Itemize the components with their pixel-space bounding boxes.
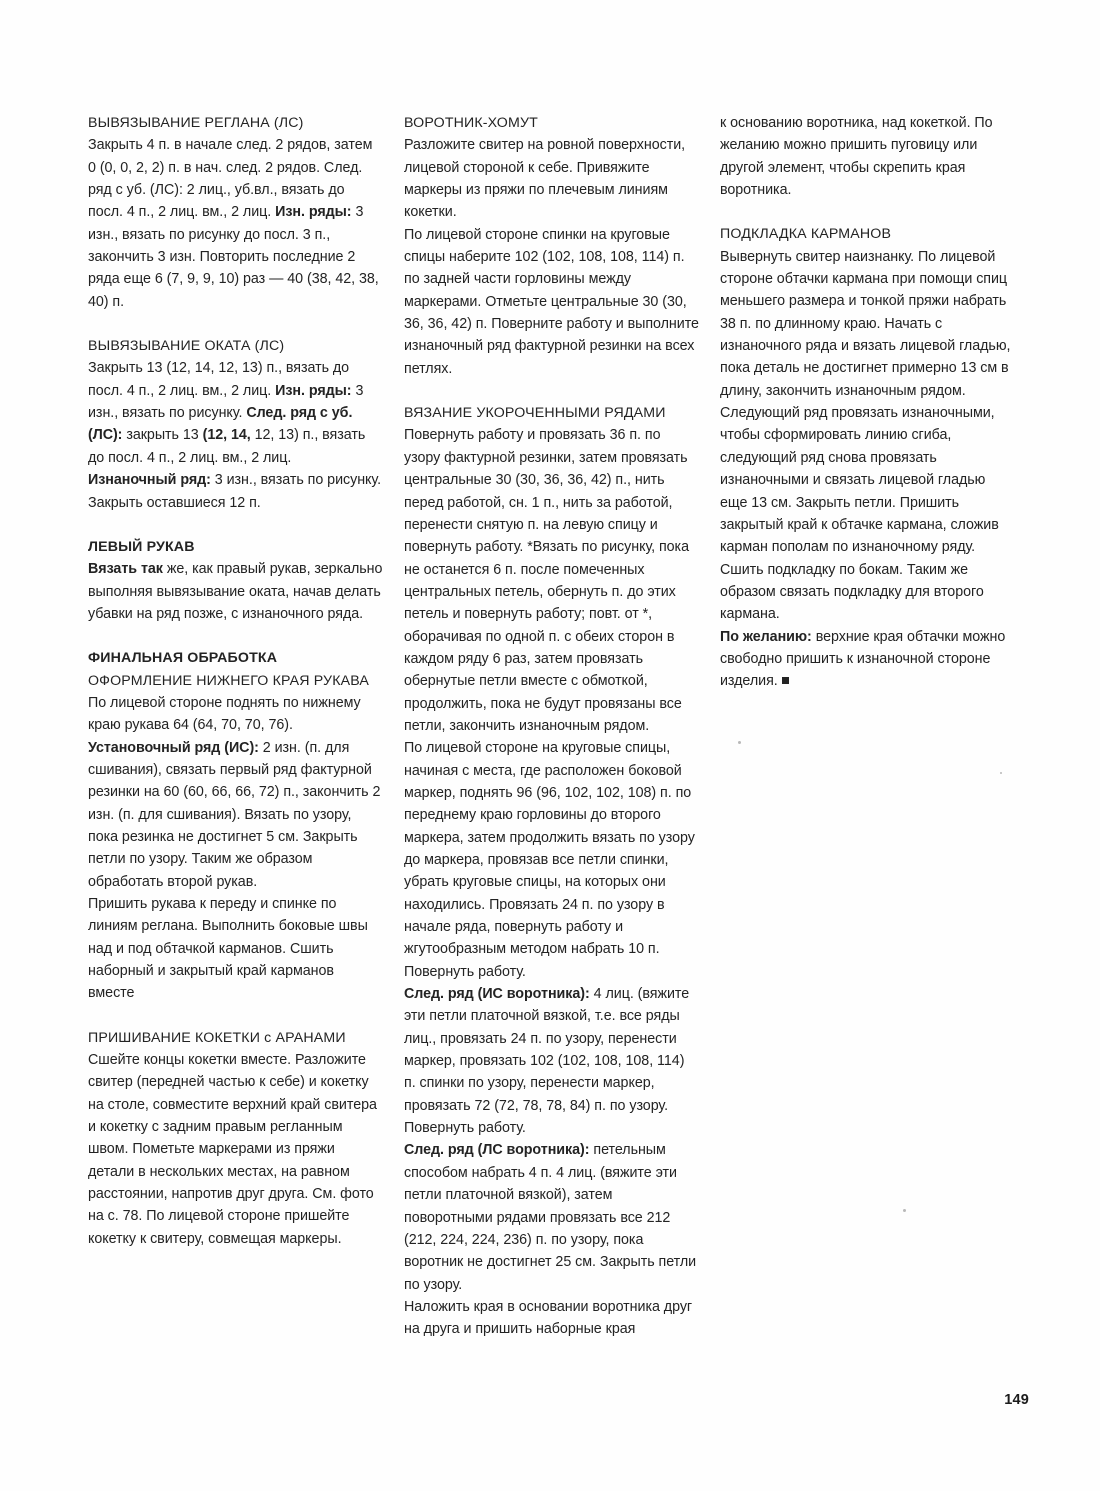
text-run: верхние края обтачки можно свободно пришить к изнаночной стороне изделия. — [720, 628, 1006, 690]
section-heading: ВОРОТНИК-ХОМУТ — [404, 115, 538, 131]
paper-speck — [738, 741, 741, 744]
body-paragraph — [404, 737, 699, 983]
text-columns — [88, 112, 1016, 1341]
body-paragraph — [404, 134, 699, 223]
body-paragraph — [404, 1139, 699, 1295]
body-paragraph — [404, 983, 699, 1139]
body-paragraph — [88, 1049, 383, 1250]
paragraph-spacer — [720, 201, 1015, 223]
text-run: Закрыть 4 п. в начале след. 2 рядов, затем 0 (0, 0, 2, 2) п. в нач. след. 2 рядов. След. ряд с уб. (ЛС): 2 лиц., уб.вл., вязать до посл. 4 п., 2 лиц. вм., 2 лиц. — [88, 137, 373, 221]
text-run: 2 изн. (п. для сшивания), связать первый ряд фактурной резинки на 60 (60, 66, 66, 72) п., закончить 2 изн. (п. для сшивания). Вязать по узору, пока резинка не достигнет 5 см. Закрыть петли по узору. Таким же образом обработать второй рукав. — [88, 739, 381, 890]
text-run: По лицевой стороне спинки на круговые спицы наберите 102 (102, 108, 108, 114) п. по задней части горловины между маркерами. Отметьте центральные 30 (30, 36, 36, 42) п. Поверните работу и выполните изнаночный ряд фактурной резинки на всех петлях. — [404, 226, 699, 377]
column-2 — [404, 112, 699, 1341]
text-run: Повернуть работу и провязать 36 п. по узору фактурной резинки, затем провязать центральные 30 (30, 36, 36, 42) п., нить перед работой, сн. 1 п., нить за работой, перенести снятую п. на левую спицу и повернуть работу. *Вязать по рисунку, пока не останется 6 п. после помеченных центральных петель, обернуть п. до этих петель и повернуть работу; повт. от *, оборачивая по одной п. с обеих сторон в каждом ряду 6 раз, затем провязать обернутые петли вместе с обмоткой, продолжить, пока не будут провязаны все петли, закончить изнаночным рядом. — [404, 427, 689, 734]
emphasis-run: По желанию: — [720, 628, 812, 645]
body-paragraph — [88, 357, 383, 513]
body-paragraph — [404, 224, 699, 380]
text-run: 3 изн., вязать по рисунку. — [88, 382, 364, 422]
emphasis-run: Установочный ряд (ИС): — [88, 739, 259, 756]
paragraph-spacer — [88, 313, 383, 335]
text-run: 3 изн., вязать по рисунку. Закрыть оставшиеся 12 п. — [88, 472, 382, 511]
text-run: Пришить рукава к переду и спинке по линиям реглана. Выполнить боковые швы над и под обтачкой карманов. Сшить наборный и закрытый край карманов вместе — [88, 896, 368, 1002]
section-heading: ФИНАЛЬНАЯ ОБРАБОТКА — [88, 650, 278, 667]
body-paragraph — [88, 893, 383, 1005]
section-heading: ОФОРМЛЕНИЕ НИЖНЕГО КРАЯ РУКАВА — [88, 672, 369, 689]
paragraph-spacer — [88, 514, 383, 536]
emphasis-run: Изн. ряды: — [275, 382, 352, 399]
emphasis-run: Изнаночный ряд: — [88, 472, 211, 489]
text-run: Сшейте концы кокетки вместе. Разложите свитер (передней частью к себе) и кокетку на столе, совместите верхний край свитера и кокетку с задним правым регланным швом. Пометьте маркерами из пряжи детали в нескольких местах, на равном расстоянии, напротив друг друга. См. фото на с. 78. По лицевой стороне пришейте кокетку к свитеру, совмещая маркеры. — [88, 1052, 377, 1247]
body-paragraph — [88, 134, 383, 313]
section-heading: ВЫВЯЗЫВАНИЕ ОКАТА (ЛС) — [88, 338, 285, 355]
body-paragraph — [88, 692, 383, 893]
section-heading: ВЫВЯЗЫВАНИЕ РЕГЛАНА (ЛС) — [88, 115, 304, 131]
text-run: же, как правый рукав, зеркально выполняя вывязывание оката, начав делать убавки на ряд позже, с изнаночного ряда. — [88, 561, 383, 622]
text-run: Разложите свитер на ровной поверхности, лицевой стороной к себе. Привяжите маркеры из пряжи по плечевым линиям кокетки. — [404, 137, 686, 221]
emphasis-run: Вязать так — [88, 561, 163, 578]
section-heading: ПРИШИВАНИЕ КОКЕТКИ с АРАНАМИ — [88, 1029, 346, 1046]
text-run: закрыть 13 — [122, 427, 203, 444]
text-run: Наложить края в основании воротника друг на друга и пришить наборные края — [404, 1298, 693, 1338]
section-heading: ЛЕВЫЙ РУКАВ — [88, 538, 195, 555]
text-run: По лицевой стороне поднять по нижнему краю рукава 64 (64, 70, 70, 76). — [88, 694, 361, 734]
text-run: Вывернуть свитер наизнанку. По лицевой стороне обтачки кармана при помощи спиц меньшего размера и тонкой пряжи набрать 38 п. по длинному краю. Начать с изнаночного ряда и вязать лицевой гладью, пока деталь не достигнет примерно 13 см в длину, закончить изнаночным рядом. Следующий ряд провязать изнаночными, чтобы сформировать линию сгиба, следующий ряд снова провязать изнаночными и связать лицевой гладью еще 13 см. Закрыть петли. Пришить закрытый край к обтачке кармана, сложив карман пополам по изнаночному ряду. Сшить подкладку по бокам. Таким же образом связать подкладку для второго кармана. — [720, 248, 1011, 623]
text-run: 4 лиц. (вяжите эти петли платочной вязкой, т.е. все ряды лиц., провязать 24 п. по узору, перенести маркер, провязать 102 (102, 108, 108, 114) п. спинки по узору, перенести маркер, провязать 72 (72, 78, 78, 84) п. по узору. Повернуть работу. — [404, 986, 690, 1137]
paragraph-spacer — [88, 625, 383, 647]
column-1 — [88, 112, 383, 1341]
emphasis-run: (12, 14, — [202, 427, 251, 444]
paper-speck — [1000, 772, 1002, 774]
emphasis-run: След. ряд (ЛС воротника): — [404, 1142, 590, 1159]
text-run: петельным способом набрать 4 п. 4 лиц. (вяжите эти петли платочной вязкой), затем поворотными рядами провязать все 212 (212, 224, 224, 236) п. по узору, пока воротник не достигнет 25 см. Закрыть петли по узору. — [404, 1142, 697, 1293]
body-paragraph — [88, 558, 383, 625]
section-heading: ВЯЗАНИЕ УКОРОЧЕННЫМИ РЯДАМИ — [404, 405, 666, 422]
text-run: По лицевой стороне на круговые спицы, начиная с места, где расположен боковой маркер, поднять 96 (96, 102, 102, 108) п. по переднему краю горловины до второго маркера, затем продолжить вязать по узору до маркера, провязав все петли спинки, убрать круговые спицы, на которых они находились. Провязать 24 п. по узору в начале ряда, повернуть работу и жгутообразным методом набрать 10 п. Повернуть работу. — [404, 740, 695, 980]
section-heading: ПОДКЛАДКА КАРМАНОВ — [720, 226, 892, 243]
emphasis-run: След. ряд (ИС воротника): — [404, 986, 590, 1003]
body-paragraph — [404, 424, 699, 737]
emphasis-run: След. ряд с уб. (ЛС): — [88, 405, 353, 444]
paper-speck — [903, 1209, 906, 1212]
body-paragraph — [404, 1296, 699, 1341]
paragraph-spacer — [88, 1005, 383, 1027]
text-run: к основанию воротника, над кокеткой. По желанию можно пришить пуговицу или другой элемент, чтобы скрепить края воротника. — [720, 115, 993, 199]
text-run: 3 изн., вязать по рисунку до посл. 3 п., закончить 3 изн. Повторить последние 2 ряда еще 6 (7, 9, 9, 10) раз — 40 (38, 42, 38, 40) п. — [88, 204, 379, 310]
emphasis-run: Изн. ряды: — [275, 204, 352, 221]
body-paragraph — [720, 112, 1015, 201]
body-paragraph — [720, 246, 1015, 626]
text-run: 12, 13) п., вязать до посл. 4 п., 2 лиц. вм., 2 лиц. — [88, 427, 366, 466]
body-paragraph — [720, 626, 1015, 693]
end-of-article-icon — [782, 677, 789, 684]
page-number: 149 — [1004, 1392, 1029, 1408]
paragraph-spacer — [404, 380, 699, 402]
text-run: Закрыть 13 (12, 14, 12, 13) п., вязать до посл. 4 п., 2 лиц. вм., 2 лиц. — [88, 360, 350, 399]
column-3 — [720, 112, 1015, 1341]
